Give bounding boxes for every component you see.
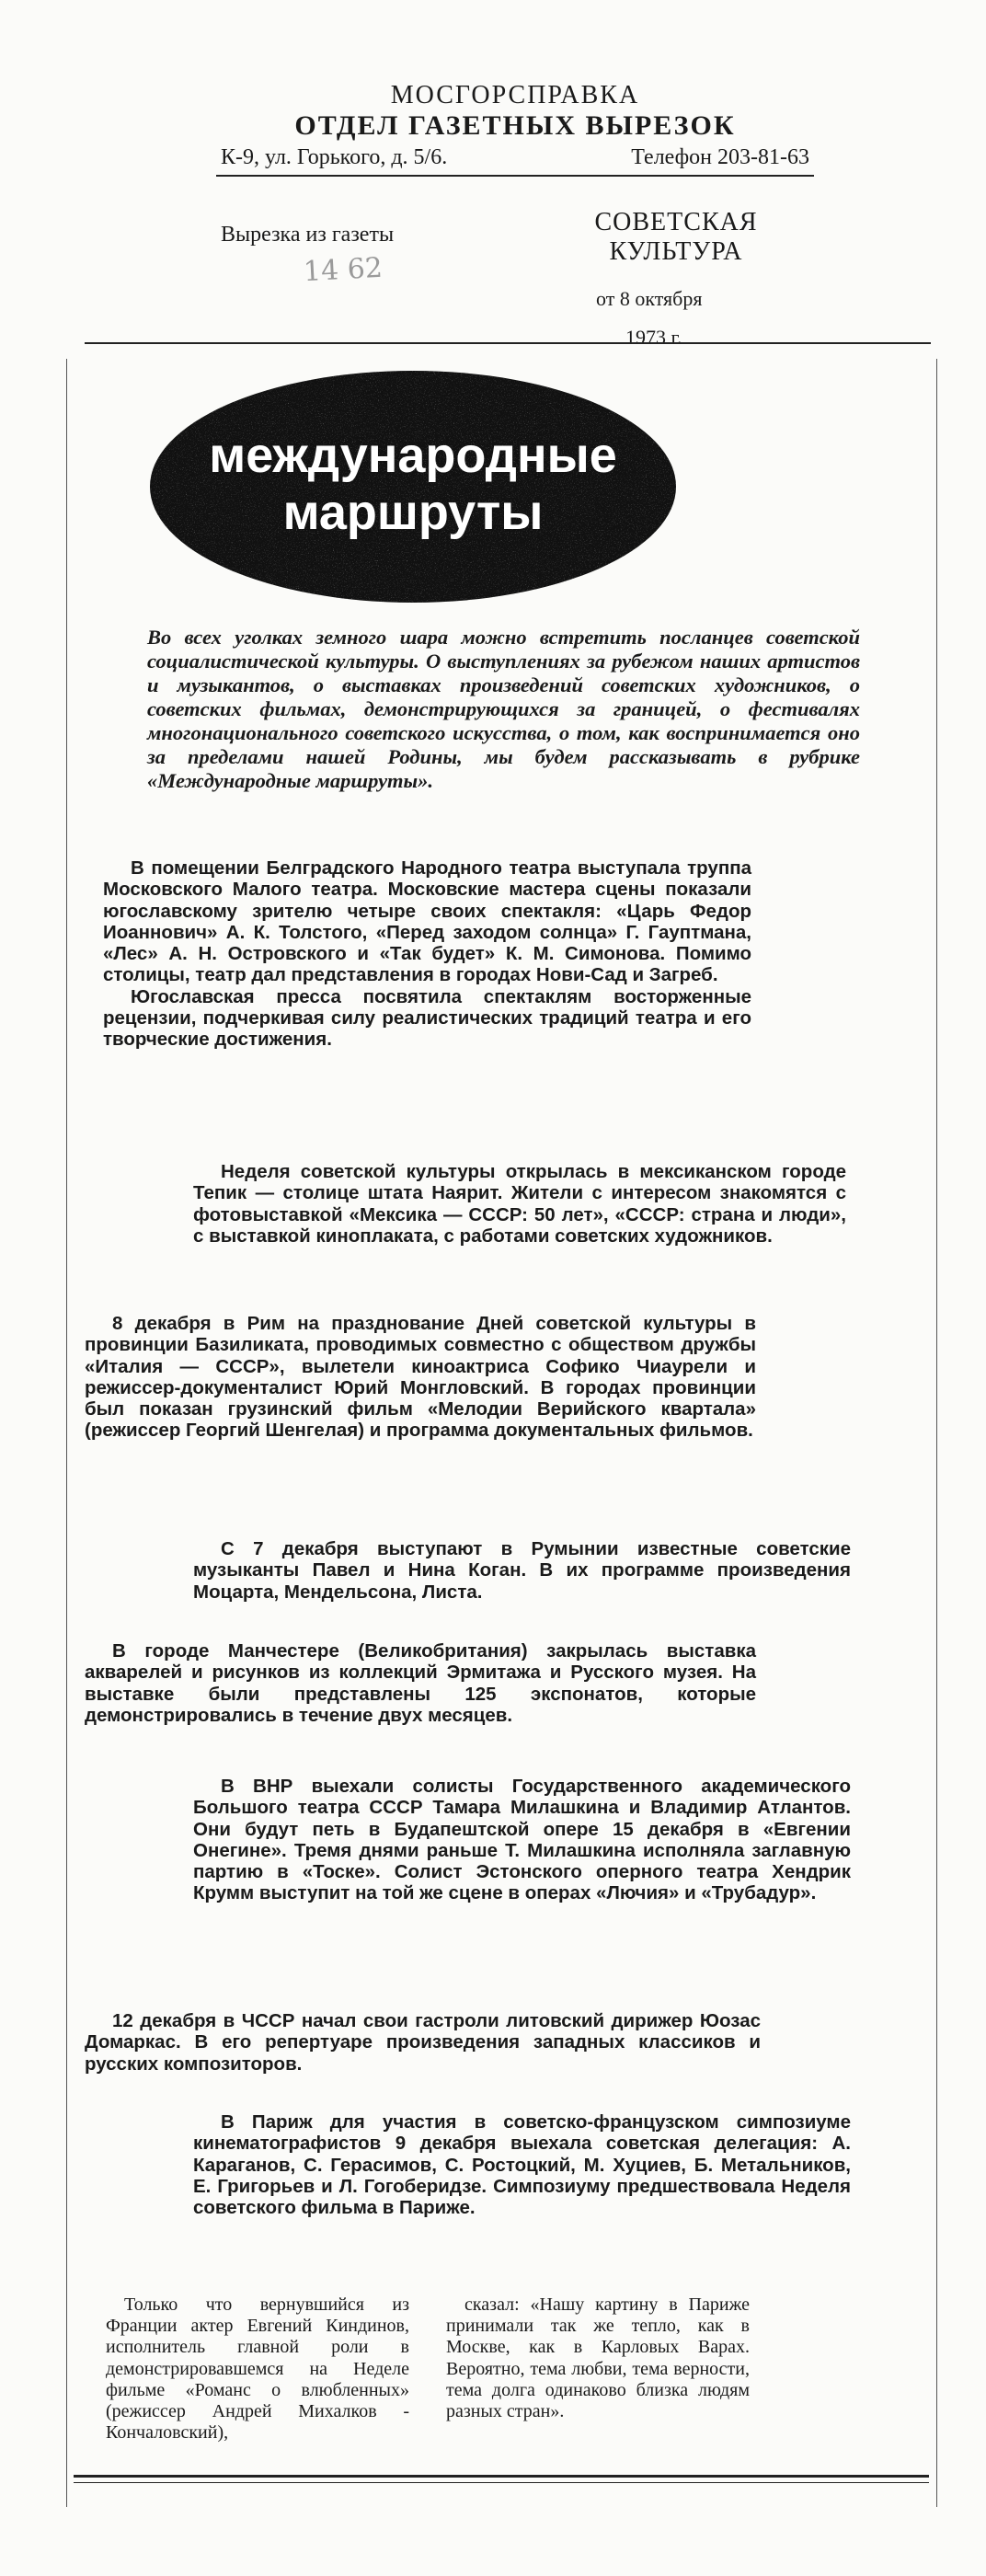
news-item-belgrade: [103, 857, 751, 1051]
news-item-romania: [193, 1538, 851, 1603]
news-item-manchester: [85, 1640, 756, 1726]
news-item-manchester-p1: В городе Манчестере (Великобритания) закрылась выставка акварелей и рисунков из коллекций Эрмитажа и Русского музея. На выставке были представлены 125 экспонатов, которые демонстрировались в течение двух месяцев.: [85, 1640, 756, 1726]
news-item-mexico: [193, 1161, 846, 1247]
news-item-mexico-p1: Неделя советской культуры открылась в мексиканском городе Тепик — столице штата Наярит. Жители с интересом знакомятся с фотовыставкой «Мексика — СССР: 50 лет», «СССР: страна и люди», с выставкой киноплаката, с работами советских художников.: [193, 1161, 846, 1247]
address-row: [221, 145, 809, 170]
bottom-rule-thin: [74, 2482, 929, 2483]
clipping-label: Вырезка из газеты: [221, 223, 395, 247]
bottom-column-left: Только что вернувшийся из Франции актер Евгений Киндинов, исполнитель главной роли в демонстрировавшемся на Неделе фильме «Романс о влюбленных» (режиссер Андрей Михалков - Кончаловский),: [106, 2294, 409, 2444]
news-item-rome-p1: 8 декабря в Рим на празднование Дней советской культуры в провинции Базиликата, проводимых совместно с обществом дружбы «Италия — СССР», вылетели киноактриса Софико Чиаурели и режиссер-документалист Юрий Монгловский. В городах провинции был показан грузинский фильм «Мелодии Верийского квартала» (режиссер Георгий Шенгелая) и программа документальных фильмов.: [85, 1313, 756, 1442]
department-name: ОТДЕЛ ГАЗЕТНЫХ ВЫРЕЗОК: [294, 110, 736, 141]
newspaper-name: [589, 208, 763, 267]
rubric-intro: Во всех уголках земного шара можно встретить посланцев советской социалистической культуры. О выступлениях за рубежом наших артистов и музыкантов, о выставках произведений советских художников, о советских фильмах, демонстрирующихся за границей, о фестивалях многонационального советского искусства, о том, как воспринимается оно за пределами нашей Родины, мы будем рассказывать в рубрике «Международные маршруты».: [147, 626, 860, 792]
pencil-note: 14 62: [303, 251, 384, 289]
news-item-czechoslovakia-p1: 12 декабря в ЧССР начал свои гастроли литовский дирижер Юозас Домаркас. В его репертуаре произведения западных классиков и русских композиторов.: [85, 2010, 761, 2075]
agency-header: [212, 81, 819, 142]
newspaper-name-line2: КУЛЬТУРА: [609, 237, 743, 266]
agency-name: МОСГОРСПРАВКА: [390, 81, 640, 109]
news-item-paris: [193, 2111, 851, 2218]
bottom-rule: [74, 2475, 929, 2478]
title-line1: международные: [209, 428, 617, 483]
news-item-belgrade-p2: Югославская пресса посвятила спектаклям восторженные рецензии, подчеркивая силу реалистических традиций театра и его творческие достижения.: [103, 985, 751, 1051]
rubric-title-banner: [145, 363, 681, 610]
news-item-rome: [85, 1313, 756, 1442]
title-line2: маршруты: [282, 485, 544, 540]
newspaper-name-line1: СОВЕТСКАЯ: [594, 208, 758, 236]
news-item-belgrade-p1: В помещении Белградского Народного театра выступала труппа Московского Малого театра. Московские мастера сцены показали югославскому зрителю четыре своих спектакля: «Царь Федор Иоаннович» А. К. Толстого, «Перед заходом солнца» Г. Гауптмана, «Лес» А. Н. Островского и «Так будет» К. М. Симонова. Помимо столицы, театр дал представления в городах Нови-Сад и Загреб.: [103, 857, 751, 986]
top-rule: [85, 342, 931, 344]
news-item-hungary: [193, 1776, 851, 1904]
right-rule: [936, 359, 937, 2507]
news-item-czechoslovakia: [85, 2010, 761, 2075]
header-divider: [216, 175, 814, 177]
clipping-year: 1973 г.: [625, 326, 682, 349]
address: К-9, ул. Горького, д. 5/6.: [221, 145, 448, 169]
news-item-paris-p1: В Париж для участия в советско-французском симпозиуме кинематографистов 9 декабря выехала советская делегация: А. Караганов, С. Герасимов, С. Ростоцкий, М. Хуциев, Б. Метальников, Е. Григорьев и Л. Гогоберидзе. Симпозиуму предшествовала Неделя советского фильма в Париже.: [193, 2111, 851, 2219]
bottom-column-right: сказал: «Нашу картину в Париже принимали так же тепло, как в Москве, как в Карловых Варах. Вероятно, тема любви, тема верности, тема долга одинаково близка людям разных стран».: [446, 2294, 750, 2422]
left-rule: [66, 359, 67, 2507]
clipping-date: от 8 октября: [596, 287, 703, 310]
phone: Телефон 203-81-63: [631, 145, 809, 169]
news-item-hungary-p1: В ВНР выехали солисты Государственного академического Большого театра СССР Тамара Милашкина и Владимир Атлантов. Они будут петь в Будапештской опере 15 декабря в «Евгении Онегине». Тремя днями раньше Т. Милашкина исполняла заглавную партию в «Тоске». Солист Эстонского оперного театра Хендрик Крумм выступит на той же сцене в операх «Лючия» и «Трубадур».: [193, 1776, 851, 1904]
news-item-romania-p1: С 7 декабря выступают в Румынии известные советские музыканты Павел и Нина Коган. В их программе произведения Моцарта, Мендельсона, Листа.: [193, 1538, 851, 1603]
